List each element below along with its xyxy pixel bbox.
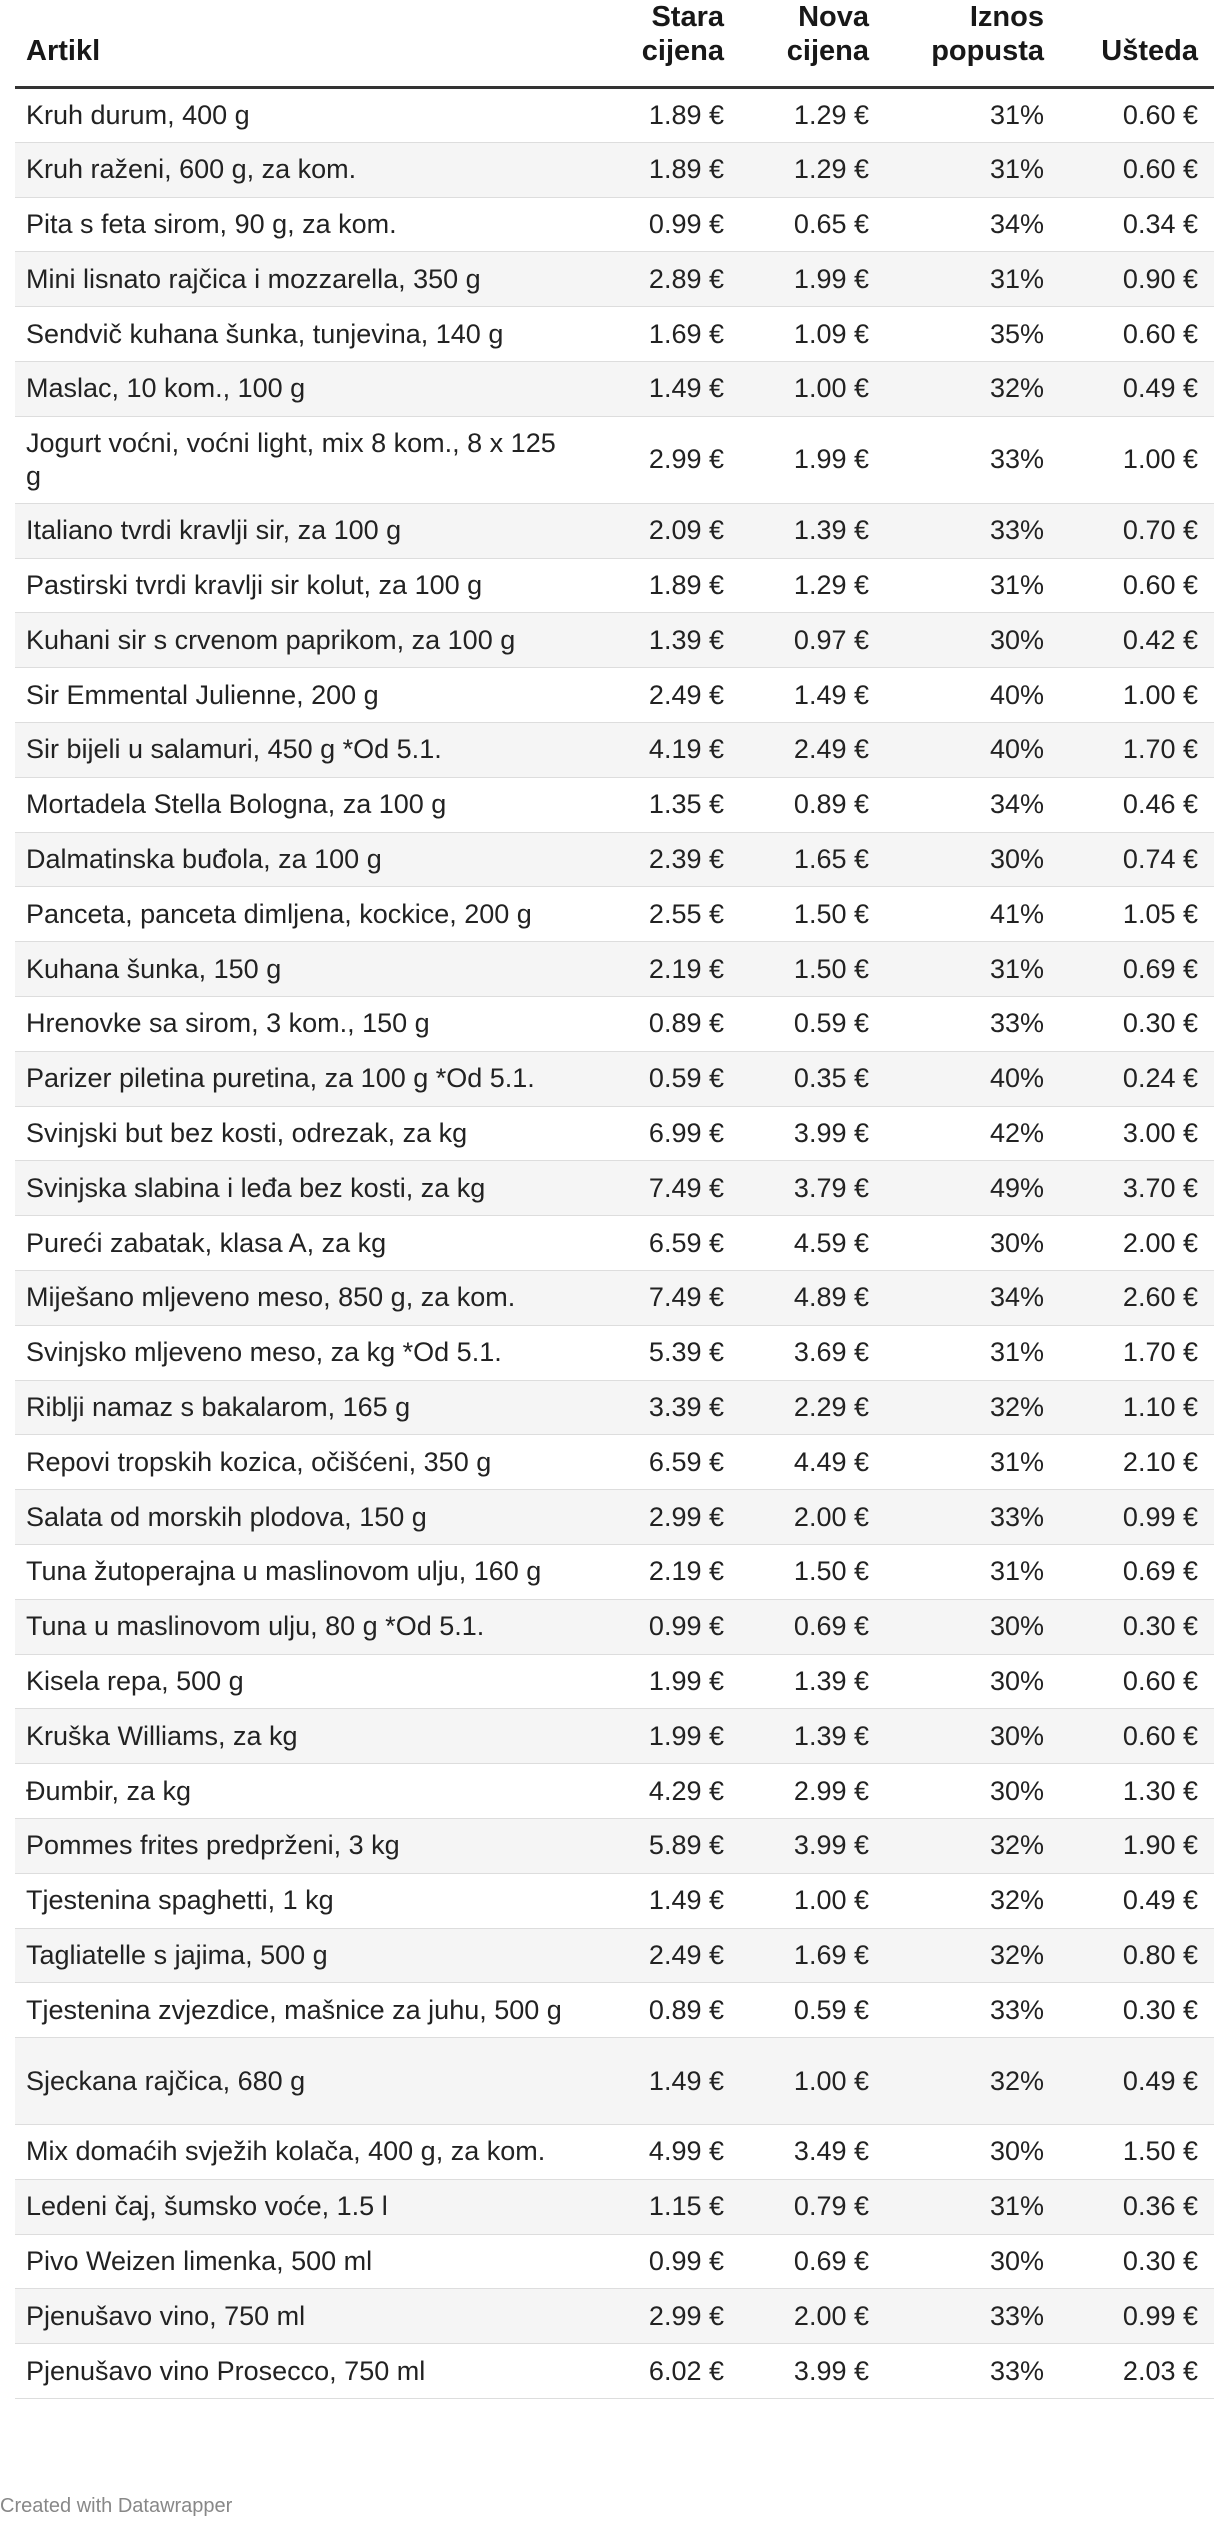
table-row	[15, 722, 1214, 777]
table-row	[15, 1544, 1214, 1599]
header-nova-cijena[interactable]	[740, 0, 885, 88]
cell-stara-cijena: 1.15 €	[585, 2179, 740, 2234]
cell-artikl: Italiano tvrdi kravlji sir, za 100 g	[15, 503, 585, 558]
cell-stara-cijena: 1.89 €	[585, 558, 740, 613]
table-row	[15, 1325, 1214, 1380]
cell-stara-cijena: 5.39 €	[585, 1325, 740, 1380]
cell-stara-cijena: 6.99 €	[585, 1106, 740, 1161]
cell-usteda: 1.00 €	[1060, 416, 1214, 503]
cell-stara-cijena: 2.49 €	[585, 1928, 740, 1983]
cell-usteda: 0.49 €	[1060, 361, 1214, 416]
cell-usteda: 1.10 €	[1060, 1380, 1214, 1435]
cell-nova-cijena: 0.79 €	[740, 2179, 885, 2234]
cell-artikl: Svinjska slabina i leđa bez kosti, za kg	[15, 1161, 585, 1216]
table-row	[15, 1051, 1214, 1106]
cell-iznos-popusta: 30%	[885, 1764, 1060, 1819]
cell-artikl: Tuna žutoperajna u maslinovom ulju, 160 g	[15, 1544, 585, 1599]
table-row	[15, 1270, 1214, 1325]
cell-nova-cijena: 2.49 €	[740, 722, 885, 777]
cell-nova-cijena: 1.00 €	[740, 361, 885, 416]
cell-iznos-popusta: 32%	[885, 2038, 1060, 2125]
cell-stara-cijena: 1.89 €	[585, 88, 740, 143]
cell-usteda: 0.60 €	[1060, 1709, 1214, 1764]
cell-usteda: 0.99 €	[1060, 2289, 1214, 2344]
cell-nova-cijena: 1.39 €	[740, 1709, 885, 1764]
cell-nova-cijena: 0.65 €	[740, 197, 885, 252]
table-row	[15, 142, 1214, 197]
cell-stara-cijena: 0.99 €	[585, 2234, 740, 2289]
header-stara-cijena[interactable]	[585, 0, 740, 88]
cell-artikl: Tagliatelle s jajima, 500 g	[15, 1928, 585, 1983]
header-usteda[interactable]	[1060, 0, 1214, 88]
cell-nova-cijena: 1.29 €	[740, 142, 885, 197]
cell-iznos-popusta: 30%	[885, 1599, 1060, 1654]
table-row	[15, 1654, 1214, 1709]
cell-stara-cijena: 0.89 €	[585, 996, 740, 1051]
cell-stara-cijena: 7.49 €	[585, 1270, 740, 1325]
cell-nova-cijena: 3.69 €	[740, 1325, 885, 1380]
cell-usteda: 0.69 €	[1060, 942, 1214, 997]
cell-iznos-popusta: 33%	[885, 1490, 1060, 1545]
cell-iznos-popusta: 31%	[885, 1544, 1060, 1599]
table-row	[15, 2344, 1214, 2399]
cell-usteda: 1.30 €	[1060, 1764, 1214, 1819]
cell-stara-cijena: 2.19 €	[585, 942, 740, 997]
table-row	[15, 252, 1214, 307]
cell-nova-cijena: 3.99 €	[740, 1818, 885, 1873]
cell-stara-cijena: 1.69 €	[585, 307, 740, 362]
cell-usteda: 0.90 €	[1060, 252, 1214, 307]
cell-artikl: Tuna u maslinovom ulju, 80 g *Od 5.1.	[15, 1599, 585, 1654]
table-row	[15, 197, 1214, 252]
cell-stara-cijena: 6.59 €	[585, 1435, 740, 1490]
cell-iznos-popusta: 30%	[885, 2234, 1060, 2289]
cell-stara-cijena: 1.49 €	[585, 2038, 740, 2125]
cell-usteda: 0.60 €	[1060, 142, 1214, 197]
table-row	[15, 1928, 1214, 1983]
discount-table-container	[15, 0, 1214, 2399]
cell-iznos-popusta: 33%	[885, 2344, 1060, 2399]
table-row	[15, 1873, 1214, 1928]
cell-artikl: Mini lisnato rajčica i mozzarella, 350 g	[15, 252, 585, 307]
cell-stara-cijena: 0.59 €	[585, 1051, 740, 1106]
cell-iznos-popusta: 41%	[885, 887, 1060, 942]
table-row	[15, 307, 1214, 362]
cell-nova-cijena: 3.79 €	[740, 1161, 885, 1216]
cell-artikl: Dalmatinska buđola, za 100 g	[15, 832, 585, 887]
table-row	[15, 668, 1214, 723]
cell-artikl: Parizer piletina puretina, za 100 g *Od 5.1.	[15, 1051, 585, 1106]
cell-usteda: 0.30 €	[1060, 1599, 1214, 1654]
cell-iznos-popusta: 33%	[885, 996, 1060, 1051]
cell-usteda: 0.60 €	[1060, 558, 1214, 613]
cell-nova-cijena: 1.39 €	[740, 503, 885, 558]
cell-usteda: 3.70 €	[1060, 1161, 1214, 1216]
cell-iznos-popusta: 32%	[885, 1818, 1060, 1873]
cell-iznos-popusta: 33%	[885, 416, 1060, 503]
cell-nova-cijena: 2.29 €	[740, 1380, 885, 1435]
cell-nova-cijena: 0.69 €	[740, 1599, 885, 1654]
cell-usteda: 0.49 €	[1060, 2038, 1214, 2125]
cell-usteda: 0.24 €	[1060, 1051, 1214, 1106]
cell-nova-cijena: 1.50 €	[740, 942, 885, 997]
cell-nova-cijena: 0.97 €	[740, 613, 885, 668]
table-row	[15, 613, 1214, 668]
cell-iznos-popusta: 42%	[885, 1106, 1060, 1161]
cell-artikl: Sjeckana rajčica, 680 g	[15, 2038, 585, 2125]
cell-iznos-popusta: 31%	[885, 942, 1060, 997]
cell-stara-cijena: 2.19 €	[585, 1544, 740, 1599]
cell-artikl: Maslac, 10 kom., 100 g	[15, 361, 585, 416]
cell-artikl: Pjenušavo vino Prosecco, 750 ml	[15, 2344, 585, 2399]
cell-stara-cijena: 1.49 €	[585, 361, 740, 416]
cell-iznos-popusta: 31%	[885, 142, 1060, 197]
cell-iznos-popusta: 31%	[885, 88, 1060, 143]
cell-nova-cijena: 1.29 €	[740, 558, 885, 613]
cell-usteda: 0.70 €	[1060, 503, 1214, 558]
cell-artikl: Svinjski but bez kosti, odrezak, za kg	[15, 1106, 585, 1161]
cell-stara-cijena: 3.39 €	[585, 1380, 740, 1435]
cell-artikl: Ledeni čaj, šumsko voće, 1.5 l	[15, 2179, 585, 2234]
cell-iznos-popusta: 31%	[885, 1435, 1060, 1490]
cell-nova-cijena: 2.00 €	[740, 2289, 885, 2344]
cell-usteda: 0.30 €	[1060, 1983, 1214, 2038]
cell-stara-cijena: 6.02 €	[585, 2344, 740, 2399]
table-row	[15, 416, 1214, 503]
cell-iznos-popusta: 32%	[885, 1928, 1060, 1983]
cell-usteda: 0.69 €	[1060, 1544, 1214, 1599]
cell-stara-cijena: 2.99 €	[585, 2289, 740, 2344]
datawrapper-credit[interactable]: Created with Datawrapper	[0, 2495, 233, 2517]
table-row	[15, 1764, 1214, 1819]
cell-artikl: Pivo Weizen limenka, 500 ml	[15, 2234, 585, 2289]
table-row	[15, 361, 1214, 416]
cell-usteda: 2.10 €	[1060, 1435, 1214, 1490]
cell-stara-cijena: 7.49 €	[585, 1161, 740, 1216]
table-row	[15, 1983, 1214, 2038]
table-row	[15, 777, 1214, 832]
cell-artikl: Pjenušavo vino, 750 ml	[15, 2289, 585, 2344]
table-row	[15, 558, 1214, 613]
header-artikl[interactable]	[15, 0, 585, 88]
header-stara-line2: cijena	[641, 35, 724, 67]
table-row	[15, 1106, 1214, 1161]
cell-stara-cijena: 5.89 €	[585, 1818, 740, 1873]
cell-artikl: Jogurt voćni, voćni light, mix 8 kom., 8 x 125 g	[15, 416, 585, 503]
cell-nova-cijena: 0.89 €	[740, 777, 885, 832]
table-row	[15, 1490, 1214, 1545]
cell-artikl: Kisela repa, 500 g	[15, 1654, 585, 1709]
cell-stara-cijena: 1.99 €	[585, 1654, 740, 1709]
cell-artikl: Salata od morskih plodova, 150 g	[15, 1490, 585, 1545]
table-row	[15, 1161, 1214, 1216]
cell-iznos-popusta: 31%	[885, 1325, 1060, 1380]
cell-iznos-popusta: 30%	[885, 1654, 1060, 1709]
cell-iznos-popusta: 30%	[885, 1216, 1060, 1271]
cell-usteda: 0.30 €	[1060, 2234, 1214, 2289]
cell-iznos-popusta: 32%	[885, 1873, 1060, 1928]
table-header	[15, 0, 1214, 88]
cell-iznos-popusta: 35%	[885, 307, 1060, 362]
cell-nova-cijena: 3.99 €	[740, 2344, 885, 2399]
header-nova-line1: Nova	[798, 1, 869, 33]
cell-stara-cijena: 2.09 €	[585, 503, 740, 558]
table-row	[15, 996, 1214, 1051]
cell-iznos-popusta: 32%	[885, 361, 1060, 416]
cell-stara-cijena: 2.39 €	[585, 832, 740, 887]
cell-iznos-popusta: 40%	[885, 1051, 1060, 1106]
cell-iznos-popusta: 30%	[885, 1709, 1060, 1764]
cell-stara-cijena: 2.49 €	[585, 668, 740, 723]
cell-nova-cijena: 3.49 €	[740, 2125, 885, 2180]
table-row	[15, 1599, 1214, 1654]
cell-artikl: Kruh raženi, 600 g, za kom.	[15, 142, 585, 197]
table-row	[15, 2125, 1214, 2180]
header-nova-line2: cijena	[786, 35, 869, 67]
cell-nova-cijena: 4.49 €	[740, 1435, 885, 1490]
cell-nova-cijena: 3.99 €	[740, 1106, 885, 1161]
cell-artikl: Kruška Williams, za kg	[15, 1709, 585, 1764]
cell-nova-cijena: 1.39 €	[740, 1654, 885, 1709]
cell-usteda: 0.36 €	[1060, 2179, 1214, 2234]
cell-nova-cijena: 1.99 €	[740, 416, 885, 503]
cell-iznos-popusta: 40%	[885, 668, 1060, 723]
table-row	[15, 2289, 1214, 2344]
cell-iznos-popusta: 34%	[885, 777, 1060, 832]
cell-usteda: 0.60 €	[1060, 1654, 1214, 1709]
cell-iznos-popusta: 34%	[885, 1270, 1060, 1325]
table-row	[15, 2179, 1214, 2234]
cell-artikl: Pommes frites predprženi, 3 kg	[15, 1818, 585, 1873]
cell-usteda: 1.90 €	[1060, 1818, 1214, 1873]
cell-nova-cijena: 2.00 €	[740, 1490, 885, 1545]
cell-artikl: Tjestenina spaghetti, 1 kg	[15, 1873, 585, 1928]
cell-stara-cijena: 1.89 €	[585, 142, 740, 197]
cell-usteda: 0.30 €	[1060, 996, 1214, 1051]
cell-iznos-popusta: 31%	[885, 2179, 1060, 2234]
cell-usteda: 0.60 €	[1060, 307, 1214, 362]
cell-nova-cijena: 2.99 €	[740, 1764, 885, 1819]
cell-artikl: Repovi tropskih kozica, očišćeni, 350 g	[15, 1435, 585, 1490]
table-row	[15, 1709, 1214, 1764]
cell-iznos-popusta: 31%	[885, 252, 1060, 307]
table-row	[15, 1435, 1214, 1490]
cell-usteda: 2.00 €	[1060, 1216, 1214, 1271]
cell-artikl: Pita s feta sirom, 90 g, za kom.	[15, 197, 585, 252]
cell-iznos-popusta: 33%	[885, 503, 1060, 558]
cell-nova-cijena: 0.59 €	[740, 996, 885, 1051]
cell-nova-cijena: 1.99 €	[740, 252, 885, 307]
cell-usteda: 0.80 €	[1060, 1928, 1214, 1983]
table-row	[15, 2038, 1214, 2125]
cell-stara-cijena: 2.99 €	[585, 1490, 740, 1545]
cell-stara-cijena: 1.35 €	[585, 777, 740, 832]
cell-nova-cijena: 1.29 €	[740, 88, 885, 143]
table-row	[15, 88, 1214, 143]
cell-usteda: 1.50 €	[1060, 2125, 1214, 2180]
table-row	[15, 2234, 1214, 2289]
cell-artikl: Kuhana šunka, 150 g	[15, 942, 585, 997]
cell-artikl: Kuhani sir s crvenom paprikom, za 100 g	[15, 613, 585, 668]
table-row	[15, 887, 1214, 942]
cell-iznos-popusta: 31%	[885, 558, 1060, 613]
table-row	[15, 1216, 1214, 1271]
cell-stara-cijena: 2.89 €	[585, 252, 740, 307]
cell-usteda: 0.34 €	[1060, 197, 1214, 252]
cell-stara-cijena: 1.49 €	[585, 1873, 740, 1928]
cell-stara-cijena: 0.99 €	[585, 197, 740, 252]
cell-usteda: 0.49 €	[1060, 1873, 1214, 1928]
cell-nova-cijena: 1.50 €	[740, 887, 885, 942]
cell-iznos-popusta: 33%	[885, 2289, 1060, 2344]
cell-iznos-popusta: 30%	[885, 613, 1060, 668]
cell-artikl: Panceta, panceta dimljena, kockice, 200 g	[15, 887, 585, 942]
cell-iznos-popusta: 34%	[885, 197, 1060, 252]
cell-usteda: 0.42 €	[1060, 613, 1214, 668]
cell-usteda: 1.70 €	[1060, 1325, 1214, 1380]
cell-stara-cijena: 6.59 €	[585, 1216, 740, 1271]
cell-nova-cijena: 1.50 €	[740, 1544, 885, 1599]
cell-stara-cijena: 0.89 €	[585, 1983, 740, 2038]
cell-iznos-popusta: 33%	[885, 1983, 1060, 2038]
cell-nova-cijena: 1.69 €	[740, 1928, 885, 1983]
cell-usteda: 3.00 €	[1060, 1106, 1214, 1161]
header-iznos-line2: popusta	[931, 35, 1044, 67]
cell-artikl: Miješano mljeveno meso, 850 g, za kom.	[15, 1270, 585, 1325]
cell-artikl: Pureći zabatak, klasa A, za kg	[15, 1216, 585, 1271]
cell-artikl: Kruh durum, 400 g	[15, 88, 585, 143]
cell-nova-cijena: 4.89 €	[740, 1270, 885, 1325]
cell-stara-cijena: 2.55 €	[585, 887, 740, 942]
cell-nova-cijena: 0.69 €	[740, 2234, 885, 2289]
cell-iznos-popusta: 32%	[885, 1380, 1060, 1435]
cell-stara-cijena: 4.99 €	[585, 2125, 740, 2180]
cell-stara-cijena: 1.99 €	[585, 1709, 740, 1764]
cell-nova-cijena: 1.65 €	[740, 832, 885, 887]
header-artikl-label: Artikl	[26, 35, 101, 67]
cell-artikl: Mortadela Stella Bologna, za 100 g	[15, 777, 585, 832]
cell-artikl: Tjestenina zvjezdice, mašnice za juhu, 500 g	[15, 1983, 585, 2038]
cell-artikl: Pastirski tvrdi kravlji sir kolut, za 100 g	[15, 558, 585, 613]
table-row	[15, 1818, 1214, 1873]
cell-usteda: 2.60 €	[1060, 1270, 1214, 1325]
cell-artikl: Sendvič kuhana šunka, tunjevina, 140 g	[15, 307, 585, 362]
cell-nova-cijena: 1.00 €	[740, 1873, 885, 1928]
header-usteda-label: Ušteda	[1101, 35, 1198, 67]
table-row	[15, 503, 1214, 558]
cell-artikl: Sir bijeli u salamuri, 450 g *Od 5.1.	[15, 722, 585, 777]
header-iznos-line1: Iznos	[969, 1, 1044, 33]
table-row	[15, 832, 1214, 887]
cell-artikl: Mix domaćih svježih kolača, 400 g, za kom.	[15, 2125, 585, 2180]
cell-usteda: 0.74 €	[1060, 832, 1214, 887]
cell-artikl: Đumbir, za kg	[15, 1764, 585, 1819]
cell-iznos-popusta: 49%	[885, 1161, 1060, 1216]
cell-usteda: 0.99 €	[1060, 1490, 1214, 1545]
header-row	[15, 0, 1214, 88]
discount-table	[15, 0, 1214, 2399]
cell-stara-cijena: 0.99 €	[585, 1599, 740, 1654]
cell-usteda: 2.03 €	[1060, 2344, 1214, 2399]
cell-iznos-popusta: 40%	[885, 722, 1060, 777]
cell-iznos-popusta: 30%	[885, 832, 1060, 887]
cell-iznos-popusta: 30%	[885, 2125, 1060, 2180]
cell-nova-cijena: 0.35 €	[740, 1051, 885, 1106]
header-iznos-popusta[interactable]	[885, 0, 1060, 88]
cell-usteda: 0.46 €	[1060, 777, 1214, 832]
cell-usteda: 1.70 €	[1060, 722, 1214, 777]
cell-nova-cijena: 0.59 €	[740, 1983, 885, 2038]
header-stara-line1: Stara	[651, 1, 724, 33]
cell-nova-cijena: 1.09 €	[740, 307, 885, 362]
cell-nova-cijena: 4.59 €	[740, 1216, 885, 1271]
table-row	[15, 942, 1214, 997]
cell-stara-cijena: 1.39 €	[585, 613, 740, 668]
cell-usteda: 0.60 €	[1060, 88, 1214, 143]
cell-stara-cijena: 4.19 €	[585, 722, 740, 777]
cell-stara-cijena: 4.29 €	[585, 1764, 740, 1819]
cell-artikl: Hrenovke sa sirom, 3 kom., 150 g	[15, 996, 585, 1051]
cell-artikl: Sir Emmental Julienne, 200 g	[15, 668, 585, 723]
cell-usteda: 1.00 €	[1060, 668, 1214, 723]
cell-artikl: Svinjsko mljeveno meso, za kg *Od 5.1.	[15, 1325, 585, 1380]
cell-nova-cijena: 1.49 €	[740, 668, 885, 723]
cell-nova-cijena: 1.00 €	[740, 2038, 885, 2125]
table-body	[15, 88, 1214, 2399]
cell-usteda: 1.05 €	[1060, 887, 1214, 942]
cell-artikl: Riblji namaz s bakalarom, 165 g	[15, 1380, 585, 1435]
table-row	[15, 1380, 1214, 1435]
cell-stara-cijena: 2.99 €	[585, 416, 740, 503]
